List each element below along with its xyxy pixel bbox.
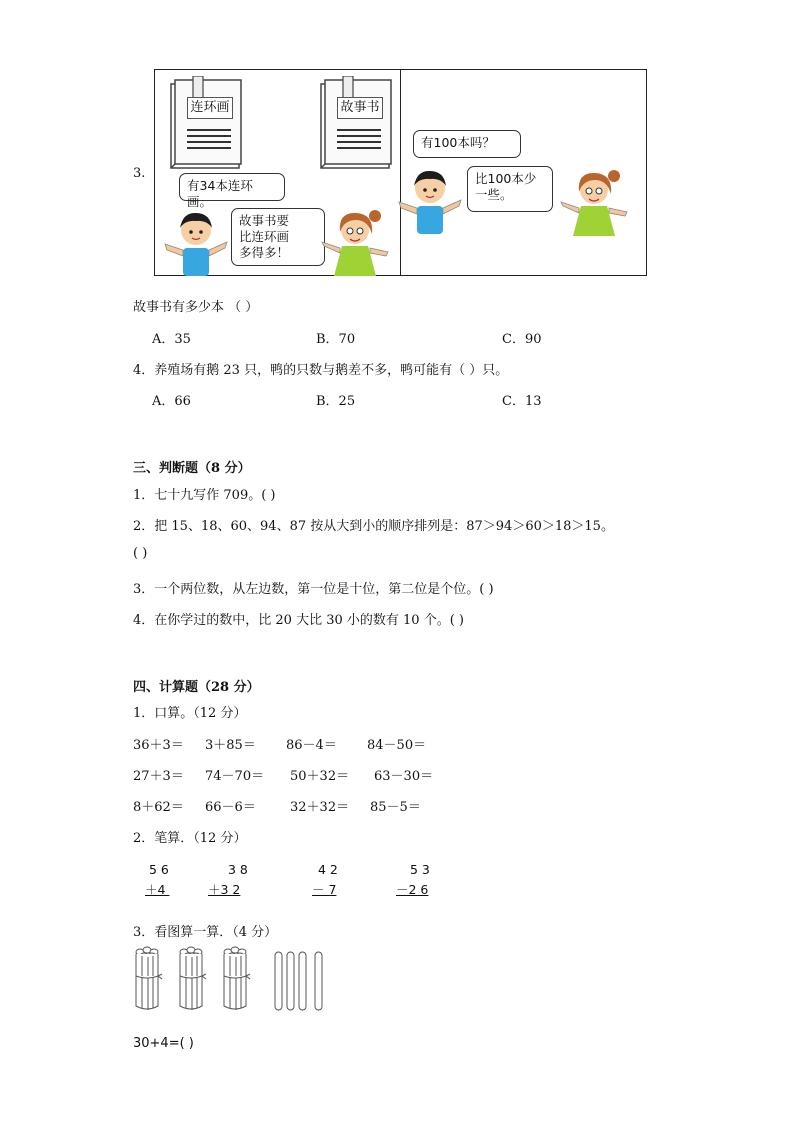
sub-question: 3．看图算一算．（4 分） (133, 925, 278, 940)
oral-item: 36＋3＝ (133, 738, 184, 753)
sub-question: 1．口算。（12 分） (133, 706, 247, 721)
oral-item: 50＋32＝ (290, 769, 350, 784)
speech-bubble-girl: 故事书要 比连环画 多得多！ (231, 208, 325, 266)
girl-figure (559, 168, 629, 236)
vertical-calc: 5 3 －2 6 (396, 862, 430, 897)
option-a: A．66 (152, 394, 191, 409)
book-icon (319, 76, 393, 172)
speech-bubble-boy: 有100本吗？ (413, 130, 521, 158)
speech-bubble-girl: 比100本少 一些。 (467, 166, 553, 212)
vertical-calc: 4 2 － 7 (312, 862, 338, 897)
oral-item: 74－70＝ (205, 769, 265, 784)
section-title: 四、计算题（28 分） (133, 680, 260, 695)
oral-item: 32＋32＝ (290, 800, 350, 815)
boy-figure (397, 166, 463, 234)
section-title: 三、判断题（8 分） (133, 461, 251, 476)
stick-bundles-image (130, 946, 330, 1014)
judge-item: 4．在你学过的数中，比 20 大比 30 小的数有 10 个。( ) (133, 613, 464, 628)
oral-item: 85－5＝ (370, 800, 421, 815)
option-c: C．13 (502, 394, 542, 409)
oral-item: 84－50＝ (367, 738, 427, 753)
oral-item: 3＋85＝ (205, 738, 256, 753)
book-title-stories: 故事书 (337, 97, 383, 119)
oral-item: 63－30＝ (374, 769, 434, 784)
judge-item: 2．把 15、18、60、94、87 按从大到小的顺序排列是：87＞94＞60＞18＞15。 (133, 519, 614, 534)
judge-item: 1．七十九写作 709。( ) (133, 488, 276, 503)
sub-question: 2．笔算．（12 分） (133, 831, 247, 846)
equation: 30+4=( ) (133, 1036, 194, 1051)
vertical-calc: 3 8 ＋3 2 (208, 862, 248, 897)
girl-figure (320, 208, 390, 276)
oral-item: 86－4＝ (286, 738, 337, 753)
question-text: 故事书有多少本 （ ） (133, 300, 259, 315)
oral-item: 66－6＝ (205, 800, 256, 815)
question-text: 4．养殖场有鹅 23 只，鸭的只数与鹅差不多，鸭可能有（ ）只。 (133, 363, 509, 378)
oral-item: 8＋62＝ (133, 800, 184, 815)
option-a: A．35 (152, 332, 191, 347)
judge-item: ( ) (133, 546, 148, 561)
speech-bubble-boy: 有34本连环画。 (179, 173, 285, 201)
option-b: B．70 (316, 332, 356, 347)
vertical-calc: 5 6 ＋4 (145, 862, 170, 897)
judge-item: 3．一个两位数，从左边数，第一位是十位，第二位是个位。( ) (133, 582, 494, 597)
comic-panel-right (340, 69, 647, 276)
option-b: B．25 (316, 394, 356, 409)
boy-figure (163, 208, 229, 276)
question-number: 3. (133, 166, 146, 181)
book-icon (169, 76, 243, 172)
oral-item: 27＋3＝ (133, 769, 184, 784)
option-c: C．90 (502, 332, 542, 347)
book-title-comics: 连环画 (187, 97, 233, 119)
